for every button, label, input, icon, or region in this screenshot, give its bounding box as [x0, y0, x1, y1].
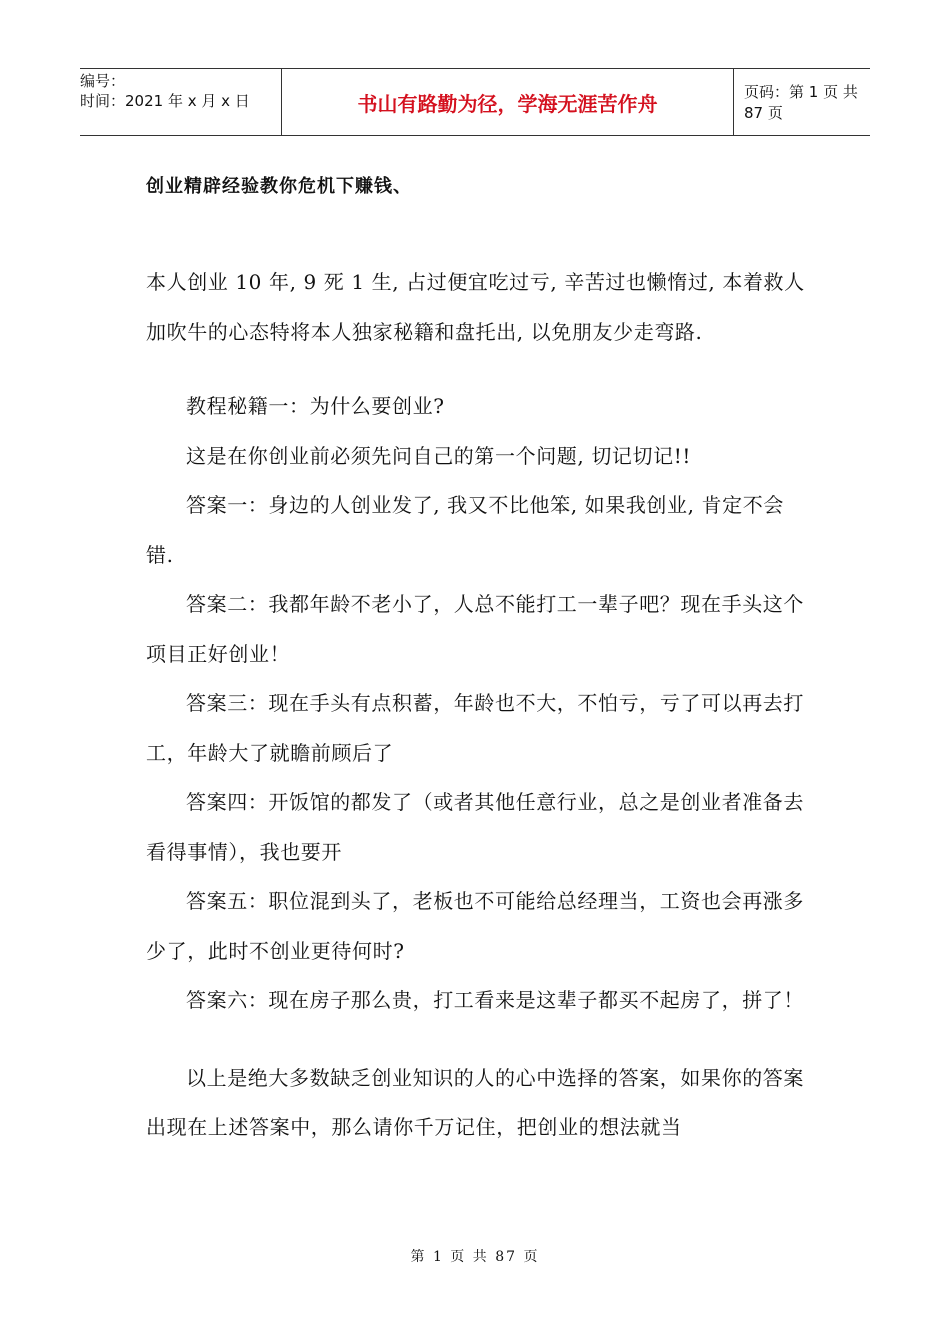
answer-paragraph: 答案五：职位混到头了，老板也不可能给总经理当，工资也会再涨多少了，此时不创业更待何时? [146, 889, 804, 963]
document-body [146, 258, 810, 1153]
header-motto: 书山有路勤为径，学海无涯苦作舟 [282, 69, 734, 135]
answer-paragraph: 答案一：身边的人创业发了, 我又不比他笨, 如果我创业, 肯定不会错. [146, 493, 784, 567]
page-footer: 第 1 页 共 87 页 [410, 1249, 540, 1265]
answer-paragraph: 答案六：现在房子那么贵，打工看来是这辈子都买不起房了，拼了！ [186, 988, 804, 1012]
document-title: 创业精辟经验教你危机下赚钱、 [146, 176, 412, 197]
document-date-label: 时间：2021 年 x 月 x 日 [80, 92, 250, 110]
document-number-label: 编号： [80, 72, 126, 90]
header-page-info: 页码：第 1 页 共 87 页 [744, 83, 858, 122]
body-paragraph: 这是在你创业前必须先问自己的第一个问题, 切记切记!! [186, 443, 691, 468]
answer-paragraph: 答案四：开饭馆的都发了（或者其他任意行业，总之是创业者准备去看得事情），我也要开 [146, 790, 804, 864]
page-header [80, 68, 870, 136]
answer-paragraph: 答案三：现在手头有点积蓄，年龄也不大，不怕亏，亏了可以再去打工，年龄大了就瞻前顾后了 [146, 691, 804, 765]
answer-paragraph: 答案二：我都年龄不老小了，人总不能打工一辈子吧？现在手头这个项目正好创业！ [146, 592, 804, 666]
section-heading: 教程秘籍一：为什么要创业? [186, 394, 445, 418]
body-paragraph: 以上是绝大多数缺乏创业知识的人的心中选择的答案，如果你的答案出现在上述答案中，那么请你千万记住，把创业的想法就当 [146, 1065, 804, 1139]
intro-paragraph: 本人创业 10 年, 9 死 1 生, 占过便宜吃过亏, 辛苦过也懒惰过, 本着救人加吹牛的心态特将本人独家秘籍和盘托出, 以免朋友少走弯路. [146, 270, 805, 344]
header-meta-cell [80, 69, 282, 135]
